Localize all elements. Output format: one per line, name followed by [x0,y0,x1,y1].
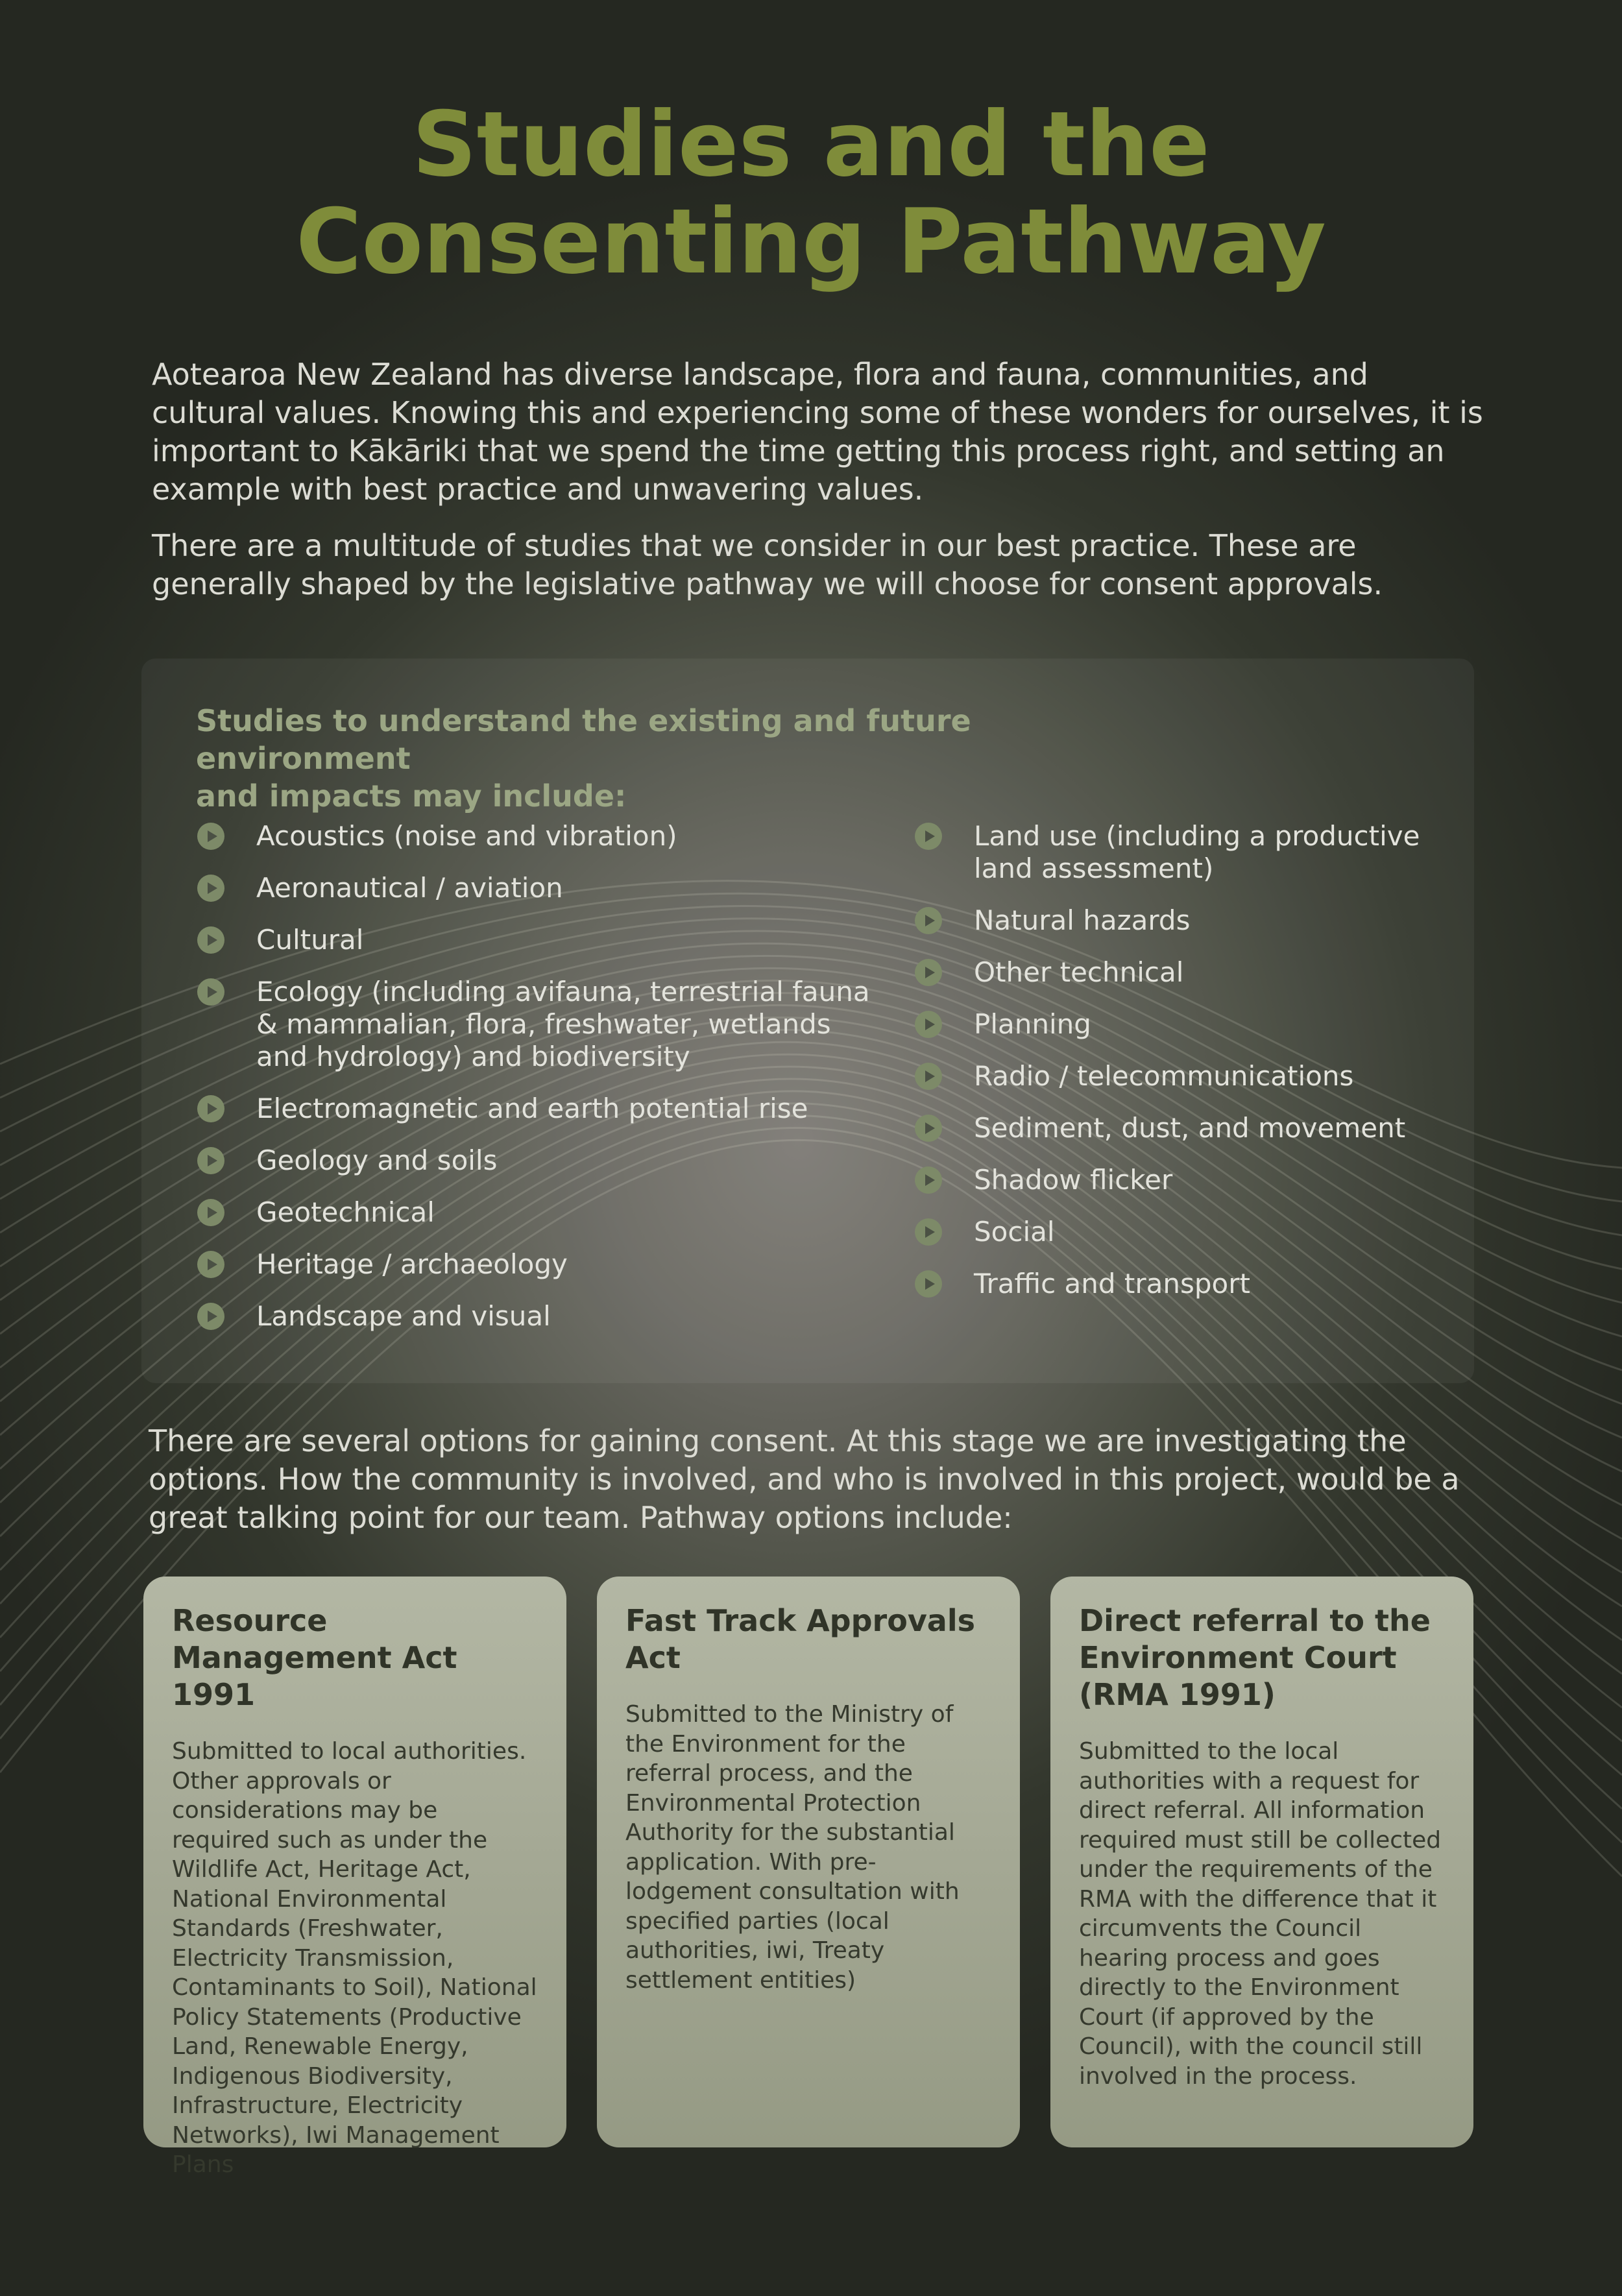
pathway-card-title: Direct referral to the Environment Court (RMA 1991) [1079,1603,1431,1712]
list-item-label: Land use (including a productive land assessment) [974,820,1420,884]
pathway-intro: There are several options for gaining consent. At this stage we are investigating the options. How the community is involved, and who is involved in this project, would be a great talking point for our team. Pathway options include: [149,1423,1460,1535]
play-circle-icon [197,875,224,902]
list-item-label: Acoustics (noise and vibration) [256,820,677,852]
list-item-label: Radio / telecommunications [974,1060,1354,1092]
play-circle-icon [197,926,224,954]
list-item [196,1248,884,1281]
pathway-card-fast-track [597,1577,1020,2147]
list-item [914,1060,1471,1093]
play-circle-icon [915,1011,942,1038]
list-item-label: Natural hazards [974,904,1191,936]
list-item-label: Planning [974,1008,1091,1040]
intro-section [152,356,1488,622]
list-item-label: Geology and soils [256,1144,498,1176]
play-circle-icon [197,1199,224,1226]
pathway-card-title: Fast Track Approvals Act [625,1603,975,1675]
intro-paragraph-1: Aotearoa New Zealand has diverse landscape, flora and fauna, communities, and cultural values. Knowing this and experiencing some of these wonders for ourselves, it is important to Kākāriki that we spend the time getting this process right, and setting an example with best practice and unwavering values. [152,357,1483,507]
play-circle-icon [915,1115,942,1142]
page-title [0,92,1622,294]
list-item-label: Cultural [256,924,364,956]
studies-heading-line-2: and impacts may include: [196,779,627,814]
list-item [914,904,1471,937]
play-circle-icon [197,1095,224,1122]
list-item-label: Geotechnical [256,1196,435,1228]
list-item [914,1268,1471,1300]
play-circle-icon [915,1166,942,1194]
play-circle-icon [197,1251,224,1278]
list-item-label: Traffic and transport [974,1268,1250,1299]
pathway-card-body: Submitted to local authorities. Other approvals or considerations may be required such as under the Wildlife Act, Heritage Act, National Environmental Standards (Freshwater, Electricity Transmission, Contaminants to Soil), National Policy Statements (Productive Land, Renewable Energy, Indigenous Biodiversity, Infrastructure, Electricity Networks), Iwi Management Plans [172,1738,537,2178]
list-item [914,1164,1471,1196]
list-item [196,1196,884,1229]
play-circle-icon [915,1270,942,1298]
page-title-line-1: Studies and the [412,92,1210,197]
list-item [914,1112,1471,1144]
studies-list-left [196,820,884,1352]
play-circle-icon [915,1063,942,1090]
list-item [196,1093,884,1125]
pathway-card-rma [143,1577,566,2178]
play-circle-icon [197,1303,224,1330]
list-item [914,1008,1471,1041]
list-item [196,924,884,956]
play-circle-icon [197,823,224,850]
pathway-card-title: Resource Management Act 1991 [172,1603,457,1712]
play-circle-icon [915,823,942,850]
pathway-card-body: Submitted to the Ministry of the Environment for the referral process, and the Environmental Protection Authority for the substantial application. With pre-lodgement consultation with specified parties (local authorities, iwi, Treaty settlement entities) [625,1701,960,1994]
play-circle-icon [915,907,942,934]
list-item-label: Shadow flicker [974,1164,1173,1196]
intro-paragraph-2: There are a multitude of studies that we consider in our best practice. These are generally shaped by the legislative pathway we will choose for consent approvals. [152,528,1383,601]
list-item [196,820,884,852]
page-title-line-2: Consenting Pathway [296,189,1326,294]
play-circle-icon [915,959,942,986]
list-item [914,820,1471,885]
list-item-label: Electromagnetic and earth potential rise [256,1093,808,1124]
list-item-label: Heritage / archaeology [256,1248,568,1280]
list-item-label: Ecology (including avifauna, terrestrial fauna & mammalian, flora, freshwater, wetlands and hydrology) and biodiversity [256,976,870,1072]
play-circle-icon [197,1147,224,1174]
list-item-label: Sediment, dust, and movement [974,1112,1406,1144]
list-item [914,1216,1471,1248]
pathway-card-body: Submitted to the local authorities with a request for direct referral. All information required must still be collected under the requirements of the RMA with the difference that it circumvents the Council hearing process and goes directly to the Environment Court (if approved by the Council), with the council still involved in the process. [1079,1738,1442,2090]
pathway-card-environment-court [1050,1577,1473,2147]
studies-list-right [914,820,1471,1320]
play-circle-icon [197,978,224,1006]
list-item [914,956,1471,989]
list-item-label: Other technical [974,956,1184,988]
list-item [196,872,884,904]
list-item [196,976,884,1073]
list-item-label: Landscape and visual [256,1300,551,1332]
list-item-label: Social [974,1216,1055,1248]
play-circle-icon [915,1218,942,1246]
list-item [196,1144,884,1177]
list-item-label: Aeronautical / aviation [256,872,563,904]
list-item [196,1300,884,1333]
studies-heading [196,702,1169,815]
studies-heading-line-1: Studies to understand the existing and future environment [196,703,971,776]
